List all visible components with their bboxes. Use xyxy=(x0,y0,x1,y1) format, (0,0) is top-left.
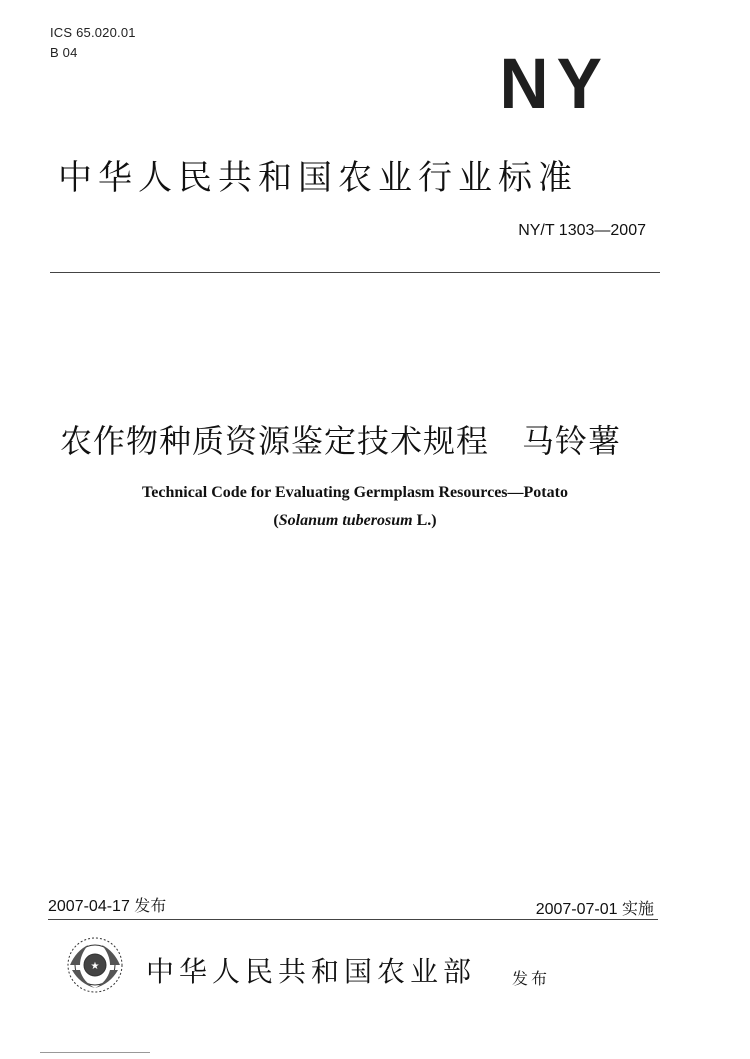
svg-text:★: ★ xyxy=(90,961,100,972)
implementation-date: 2007-07-01 实施 xyxy=(535,901,654,918)
latin-name xyxy=(0,512,710,530)
publish-label: 发布 xyxy=(512,969,551,988)
category-code: B 04 xyxy=(50,45,78,60)
ministry-name: 中华人民共和国农业部 xyxy=(146,955,477,988)
top-divider xyxy=(50,272,660,273)
bottom-divider xyxy=(48,919,658,920)
english-title: Technical Code for Evaluating Germplasm Resources—Potato xyxy=(142,484,568,501)
latin-rest: L.) xyxy=(412,512,437,529)
latin-species: Solanum tuberosum xyxy=(278,512,413,529)
scan-artifact-line xyxy=(40,1052,150,1053)
chinese-title: 农作物种质资源鉴定技术规程 马铃薯 xyxy=(60,422,622,460)
organization-title: 中华人民共和国农业行业标准 xyxy=(58,158,578,198)
standard-number: NY/T 1303—2007 xyxy=(518,222,646,239)
ministry-emblem-icon xyxy=(64,934,126,996)
ny-logo: NY xyxy=(499,44,610,124)
issue-date: 2007-04-17 发布 xyxy=(48,898,167,915)
latin-open: ( xyxy=(273,512,279,529)
ics-code: ICS 65.020.01 xyxy=(50,25,136,40)
